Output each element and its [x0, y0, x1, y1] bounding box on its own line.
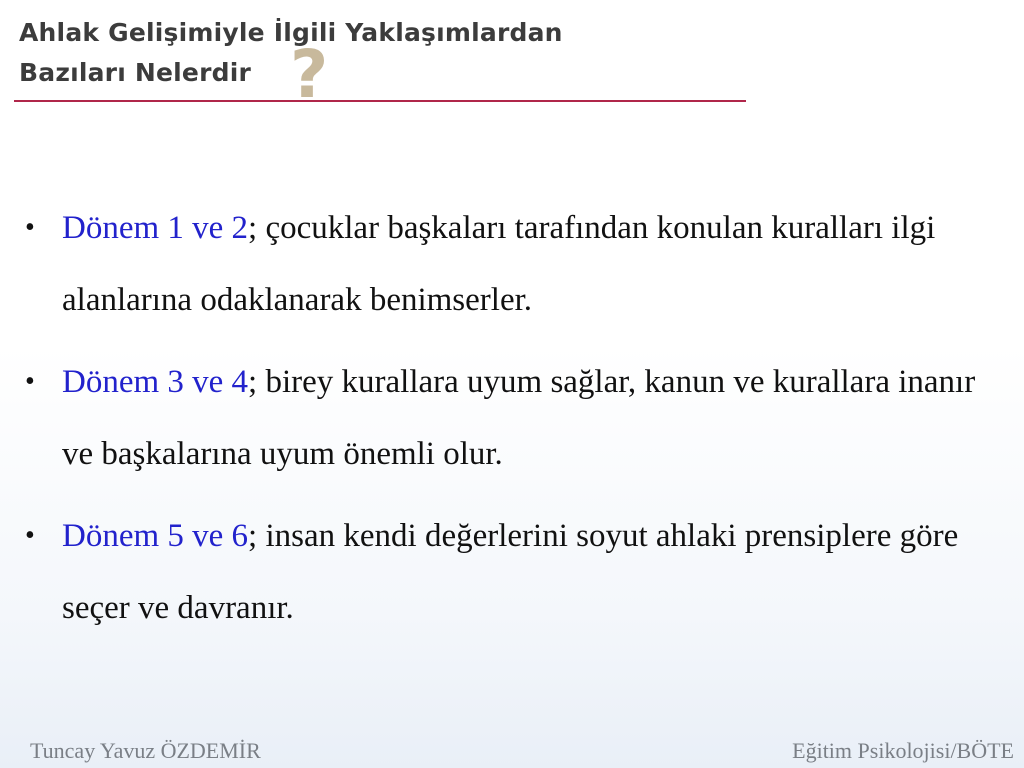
slide-title-line-2: Bazıları Nelerdir — [19, 58, 252, 87]
bullet-item-2 — [22, 346, 982, 490]
bullet-text: ; insan kendi değerlerini soyut ahlaki prensiplere göre seçer ve davranır. — [62, 518, 959, 626]
bullet-list — [22, 192, 982, 654]
bullet-dot-icon: • — [25, 520, 35, 551]
bullet-term: Dönem 3 ve 4 — [62, 364, 249, 400]
slide-title-line-1: Ahlak Gelişimiyle İlgili Yaklaşımlardan — [19, 18, 563, 47]
bullet-term: Dönem 1 ve 2 — [62, 210, 249, 246]
bullet-item-1 — [22, 192, 982, 336]
bullet-term: Dönem 5 ve 6 — [62, 518, 249, 554]
question-mark-icon: ? — [290, 36, 329, 113]
footer-author: Tuncay Yavuz ÖZDEMİR — [30, 738, 261, 763]
bullet-item-3 — [22, 500, 982, 644]
footer-course: Eğitim Psikolojisi/BÖTE — [792, 738, 1014, 763]
slide-title-box — [14, 14, 746, 113]
bullet-text: ; çocuklar başkaları tarafından konulan kuralları ilgi alanlarına odaklanarak benimserler. — [62, 210, 936, 318]
bullet-text: ; birey kurallara uyum sağlar, kanun ve kurallara inanır ve başkalarına uyum önemli olur. — [62, 364, 976, 472]
bullet-dot-icon: • — [25, 212, 35, 243]
bullet-dot-icon: • — [25, 366, 35, 397]
